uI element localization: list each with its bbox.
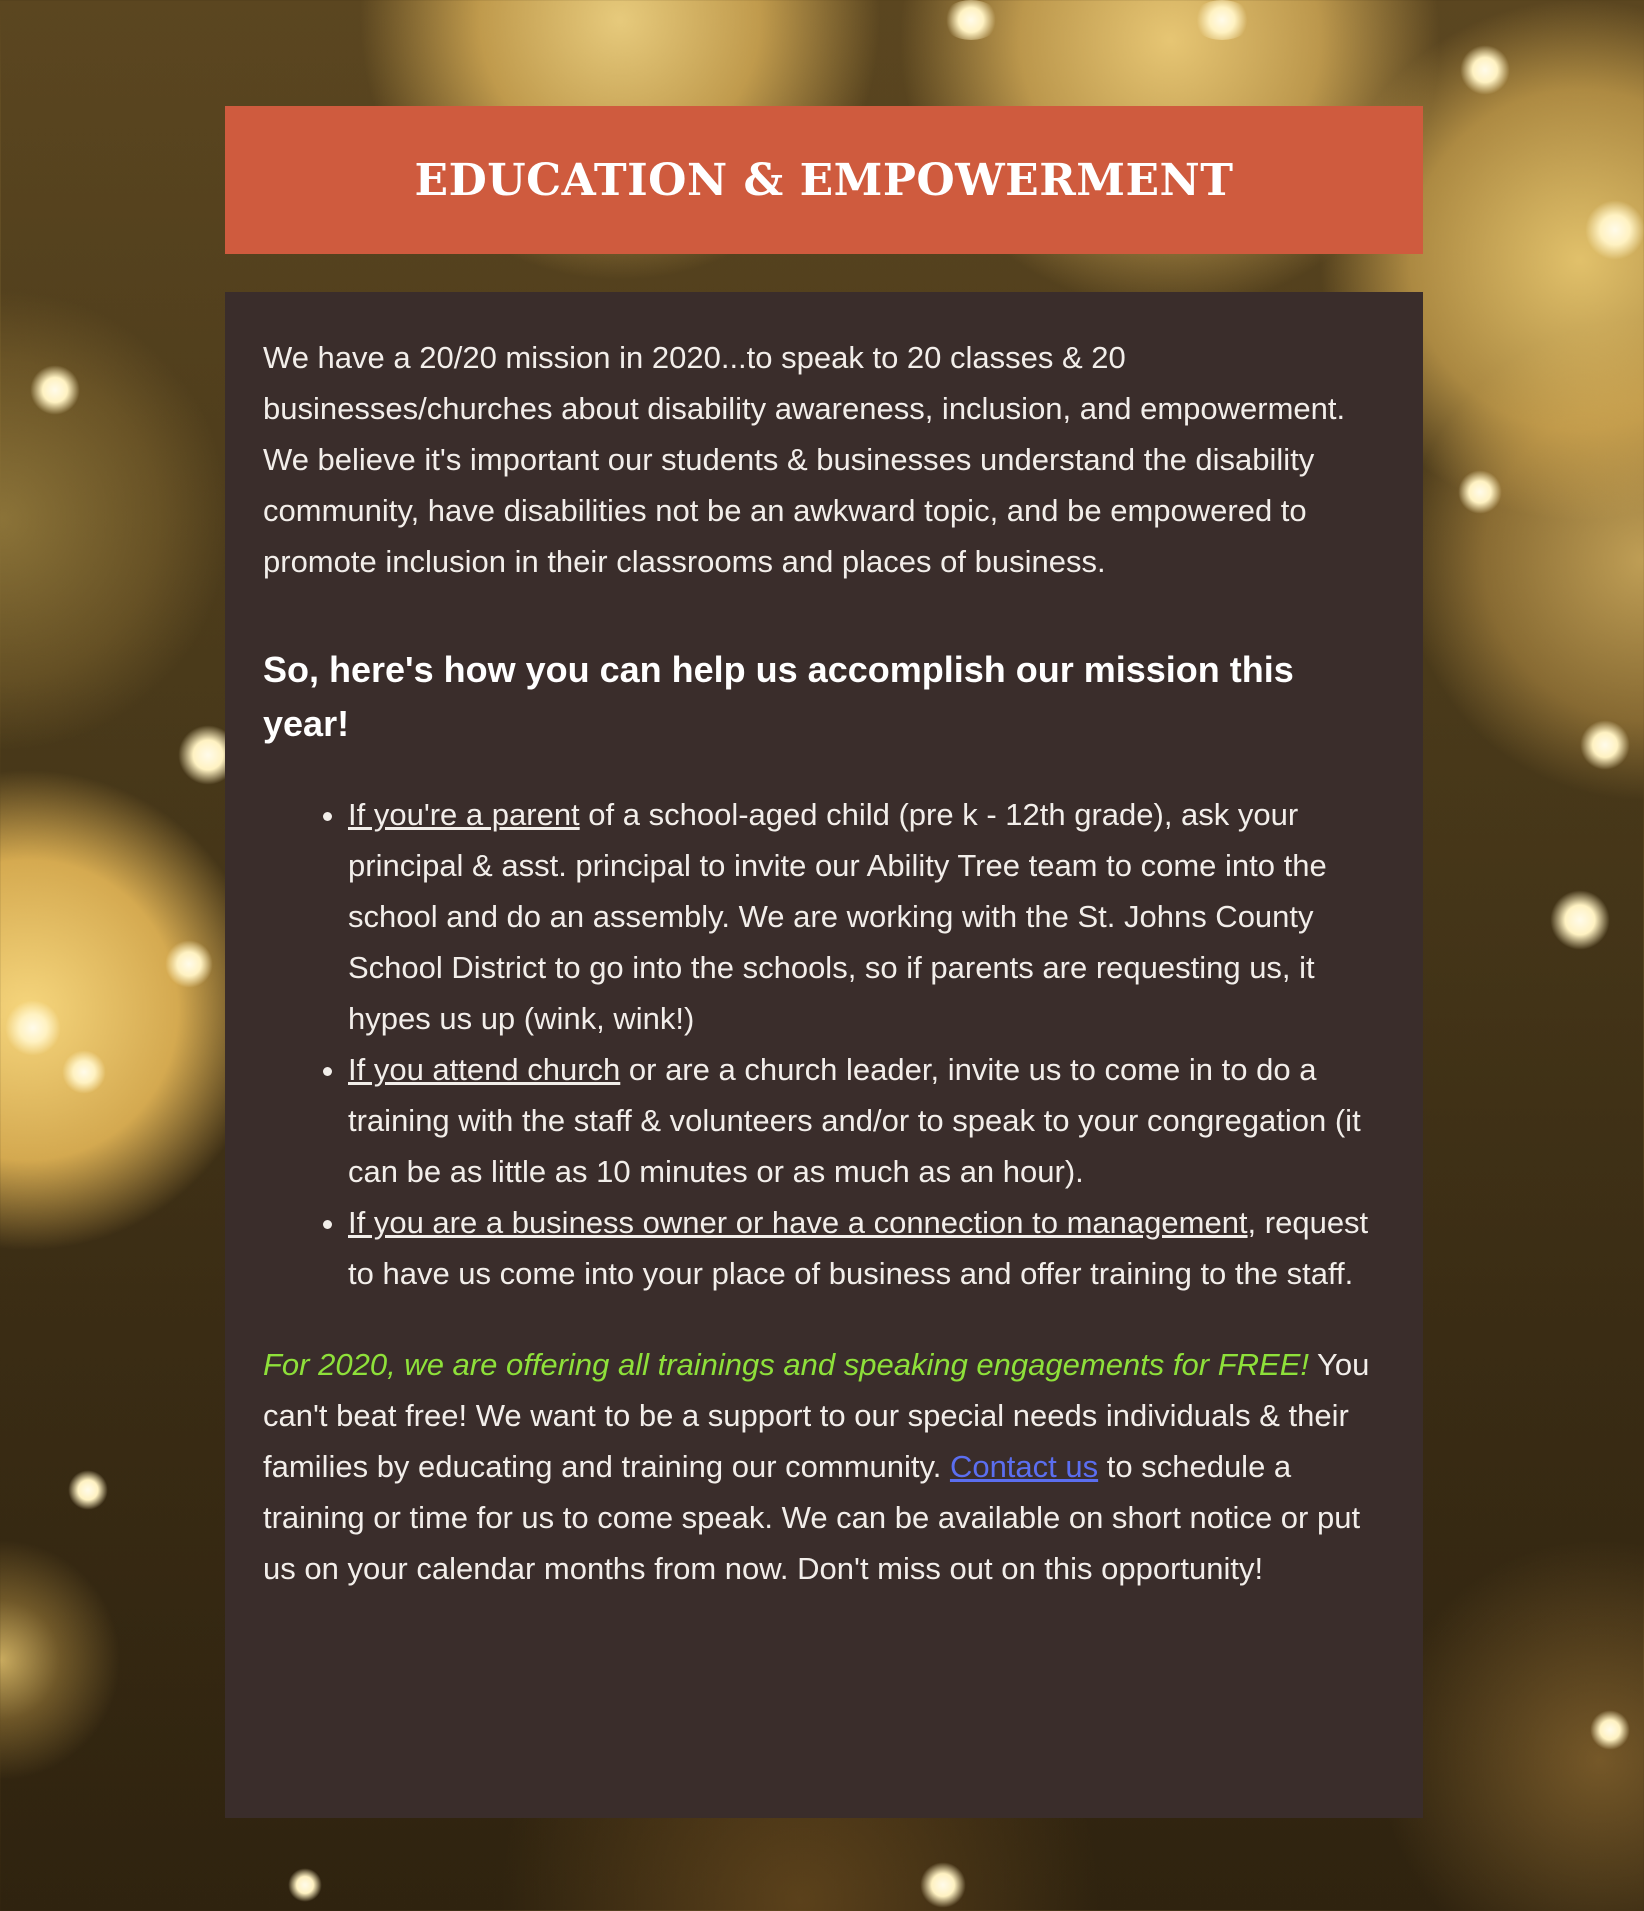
section-title: EDUCATION & EMPOWERMENT: [414, 154, 1234, 206]
help-heading: So, here's how you can help us accomplish our mission this year!: [263, 649, 1294, 744]
help-list: [263, 789, 1385, 1299]
church-link[interactable]: If you attend church: [348, 1052, 621, 1087]
list-item-text: or are a church leader, invite us to come in to do a training with the staff & volunteers and/or to speak to your congregation (it can be as little as 10 minutes or as much as an hour).: [348, 1052, 1361, 1189]
list-item-text: , request to have us come into your place of business and offer training to the staff.: [348, 1205, 1369, 1291]
background-sparkle: [165, 940, 213, 988]
background-sparkle: [288, 1868, 322, 1902]
list-item-business: [348, 1197, 1385, 1299]
background-sparkle: [62, 1050, 106, 1094]
business-link[interactable]: If you are a business owner or have a connection to management: [348, 1205, 1248, 1240]
background-sparkle: [1192, 0, 1252, 40]
background-sparkle: [1460, 45, 1510, 95]
content-panel: [225, 292, 1423, 1818]
closing-text-end: to schedule a training or time for us to come speak. We can be available on short notice or put us on your calendar months from now. Don't miss out on this opportunity!: [263, 1449, 1361, 1586]
background-sparkle: [1458, 470, 1502, 514]
list-item-parent: [348, 789, 1385, 1044]
parent-link[interactable]: If you're a parent: [348, 797, 580, 832]
background-sparkle: [1585, 200, 1644, 260]
background-sparkle: [920, 1862, 966, 1908]
background-sparkle: [1550, 890, 1610, 950]
background-sparkle: [1580, 720, 1630, 770]
closing-text: You can't beat free! We want to be a support to our special needs individuals & their families by educating and training our community.: [263, 1347, 1370, 1484]
background-sparkle: [5, 1000, 61, 1056]
background-sparkle: [942, 0, 1000, 40]
contact-us-link[interactable]: Contact us: [949, 1449, 1099, 1484]
free-highlight: For 2020, we are offering all trainings and speaking engagements for FREE!: [263, 1347, 1309, 1382]
section-header: [225, 106, 1423, 254]
closing-paragraph: [263, 1339, 1385, 1594]
background-sparkle: [68, 1470, 108, 1510]
list-item-text: of a school-aged child (pre k - 12th grade), ask your principal & asst. principal to invite our Ability Tree team to come into the school and do an assembly. We are working with the St. Johns County School District to go into the schools, so if parents are requesting us, it hypes us up (wink, wink!): [348, 797, 1327, 1036]
intro-paragraph: We have a 20/20 mission in 2020...to speak to 20 classes & 20 businesses/churches about disability awareness, inclusion, and empowerment. We believe it's important our students & businesses understand the disability community, have disabilities not be an awkward topic, and be empowered to promote inclusion in their classrooms and places of business.: [263, 340, 1346, 579]
list-item-church: [348, 1044, 1385, 1197]
background-sparkle: [30, 365, 80, 415]
background-sparkle: [1590, 1710, 1630, 1750]
